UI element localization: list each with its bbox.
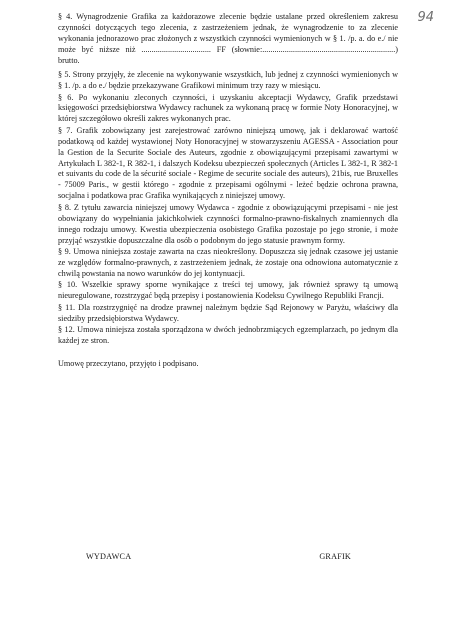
page-number: 94 (417, 10, 434, 25)
paragraph-7: § 7. Grafik zobowiązany jest zarejestrować zarówno niniejszą umowę, jak i deklarować wartość podatkową od każdej wystawionej Noty Honoracyjnej w stowarzyszeniu AGESSA - Association pour la Gestion de la Securite Sociale des Auteurs, zgodnie z obowiązującymi przepisami zawartymi w Artykułach L 382-1, R 382-1, i dalszych Kodeksu ubezpieczeń społecznych (Articles L 382-1, R 382-1 et suivants du code de la sécurité sociale - Regime de securite sociale des auteurs), 21bis, rue Bruxelles - 75009 Paris., w gestii którego - zgodnie z przepisami ogólnymi - leżeć będzie ochrona prawna, socjalna i podatkowa prac Grafika wynikających z niniejszej umowy. (58, 125, 398, 201)
paragraph-10: § 10. Wszelkie sprawy sporne wynikające z treści tej umowy, jak również sprawy tą umową nieuregulowane, rozstrzygać będą przepisy i postanowienia Kodeksu Cywilnego Republiki Francji. (58, 280, 398, 301)
paragraph-12: § 12. Umowa niniejsza została sporządzona w dwóch jednobrzmiących egzemplarzach, po jednym dla każdej ze stron. (58, 325, 398, 346)
paragraph-11: § 11. Dla rozstrzygnięć na drodze prawnej należnym będzie Sąd Rejonowy w Paryżu, właściwy dla siedziby przedsiębiorstwa Wydawcy. (58, 302, 398, 323)
contract-body (58, 12, 398, 370)
signature-label-publisher: WYDAWCA (86, 552, 132, 561)
paragraph-8: § 8. Z tytułu zawarcia niniejszej umowy Wydawca - zgodnie z obowiązującymi przepisami - nie jest obowiązany do wypełniania jakichkolwiek czynności formalno-prawno-fiskalnych znamiennych dla innego rodzaju umowy. Kwestia ubezpieczenia osobistego Grafika pozostaje po jego stronie, i może przyjąć wszystkie dopuszczalne dla osób o podobnym do jego statusie prawnym formy. (58, 202, 398, 245)
signature-block (86, 552, 351, 561)
paragraph-5: § 5. Strony przyjęły, że zlecenie na wykonywanie wszystkich, lub jednej z czynności wymienionych w § 1. /p. a do e./ będzie przekazywane Grafikowi minimum trzy razy w miesiącu. (58, 70, 398, 91)
paragraph-9: § 9. Umowa niniejsza zostaje zawarta na czas nieokreślony. Dopuszcza się jednak czasowe jej ustanie ze względów formalno-prawnych, z zastrzeżeniem jednak, że zostaje ona odnowiona automatycznie z chwilą powstania na nowo warunków do jej kontynuacji. (58, 247, 398, 278)
closing-statement: Umowę przeczytano, przyjęto i podpisano. (58, 358, 199, 368)
paragraph-4: § 4. Wynagrodzenie Grafika za każdorazowe zlecenie będzie ustalane przed określeniem zakresu czynności dotyczących tego zlecenia, z zastrzeżeniem jednak, że wynagrodzenie to za zlecenie wykonania jednorazowo prac złożonych z wszystkich czynności wymienionych w § 1. /p. a. do e./ nie może być niższe niż .................................. FF (słownie:.................................................................) brutto. (58, 12, 398, 65)
signature-label-graphic-artist: GRAFIK (319, 552, 351, 561)
paragraph-6: § 6. Po wykonaniu zleconych czynności, i uzyskaniu akceptacji Wydawcy, Grafik przedstawi księgowości przedsiębiorstwa Wydawcy rachunek za wykonaną pracę w formie Noty Honoracyjnej, w której szczegółowo określi zakres wykonanych prac. (58, 92, 398, 124)
